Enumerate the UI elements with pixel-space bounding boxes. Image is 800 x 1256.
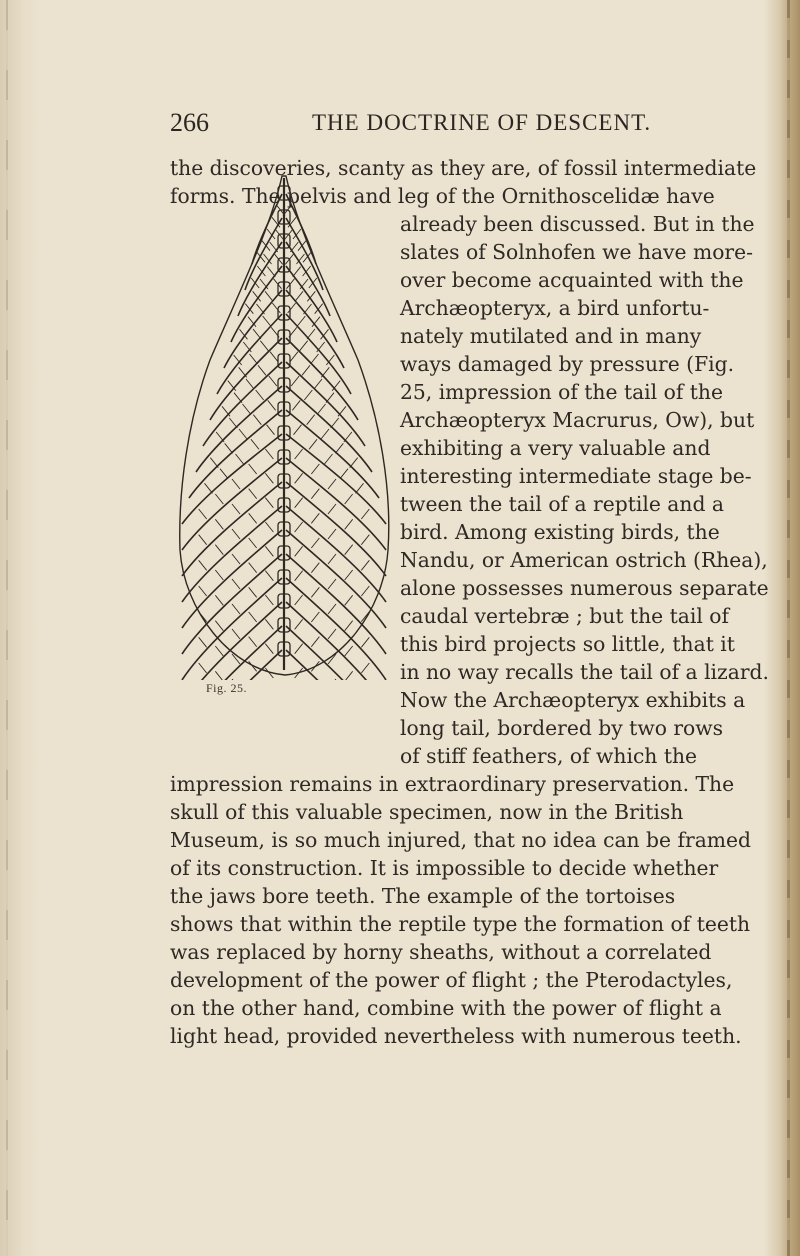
feather-barb	[265, 546, 273, 556]
text-line: over become acquainted with the	[400, 268, 744, 292]
feather-barb	[311, 538, 319, 548]
feather-barb	[295, 644, 303, 654]
feather-barb	[345, 519, 353, 529]
text-line: bird. Among existing birds, the	[400, 520, 720, 544]
feather-barb	[265, 522, 273, 532]
feather-barb	[232, 529, 240, 539]
text-line: development of the power of flight ; the Pterodactyles,	[170, 968, 733, 992]
feather-barb	[285, 254, 293, 264]
text-line: was replaced by horny sheaths, without a correlated	[170, 940, 712, 964]
text-line: alone possesses numerous separate	[400, 576, 769, 600]
feather-barb	[328, 479, 336, 489]
feather-barb	[295, 498, 303, 508]
page-header	[170, 108, 770, 144]
feather-barb	[345, 646, 353, 656]
text-line: tween the tail of a reptile and a	[400, 492, 724, 516]
feather-barb	[253, 415, 261, 425]
feather-barb	[265, 595, 273, 605]
feather-barb	[199, 663, 207, 673]
feather-barb	[328, 529, 336, 539]
archaeopteryx-tail-illustration	[170, 170, 400, 680]
feather-barb	[246, 379, 254, 389]
feather-barb	[345, 595, 353, 605]
feather-barb	[215, 621, 223, 631]
feather-barb	[335, 443, 343, 453]
feather-barb	[249, 637, 257, 647]
feather-barb	[232, 679, 240, 680]
feather-barb	[236, 454, 244, 464]
feather-barb	[297, 316, 305, 326]
feather-barb	[311, 661, 319, 671]
feather-barb	[361, 586, 369, 596]
feather-barb	[260, 279, 268, 289]
feather-barb	[232, 629, 240, 639]
feather-barb	[215, 570, 223, 580]
feather-barb	[311, 637, 319, 647]
text-line: light head, provided nevertheless with numerous teeth.	[170, 1024, 742, 1048]
feather-barb	[295, 595, 303, 605]
text-line: Archæopteryx, a bird unfortu-	[400, 296, 710, 320]
feather-barb	[267, 425, 275, 435]
feather-barb	[328, 504, 336, 514]
feather-barb	[328, 679, 336, 680]
text-line: the discoveries, scanty as they are, of fossil intermediate	[170, 156, 757, 180]
feather-barb	[340, 469, 348, 479]
feather-barb	[199, 560, 207, 570]
feather-barb	[311, 612, 319, 622]
feather-barb	[232, 554, 240, 564]
feather-barb	[275, 254, 283, 264]
feather-barb	[260, 341, 268, 351]
text-line: exhibiting a very valuable and	[400, 436, 711, 460]
feather-barb	[311, 464, 319, 474]
feather-barb	[361, 560, 369, 570]
feather-barb	[318, 404, 326, 414]
feather-barb	[249, 612, 257, 622]
text-line: shows that within the reptile type the formation of teeth	[170, 912, 751, 936]
feather-barb	[332, 381, 340, 391]
feather-barb	[276, 230, 284, 240]
feather-barb	[295, 619, 303, 629]
feather-barb	[361, 637, 369, 647]
feather-barb	[311, 489, 319, 499]
text-line: Museum, is so much injured, that no idea can be framed	[170, 828, 751, 852]
feather-barb	[249, 464, 257, 474]
feather-barb	[232, 604, 240, 614]
feather-barb	[215, 671, 223, 680]
feather-barb	[251, 439, 259, 449]
feather-barb	[321, 429, 329, 439]
feather-barb	[345, 494, 353, 504]
book-binding-shadow	[0, 0, 40, 1256]
text-line: 25, impression of the tail of the	[400, 380, 723, 404]
feather-barb	[328, 629, 336, 639]
feather-barb	[232, 504, 240, 514]
page-number: 266	[170, 108, 209, 137]
feather-barb	[215, 595, 223, 605]
feather-barb	[199, 637, 207, 647]
feather-barb	[249, 513, 257, 523]
feather-barb	[345, 621, 353, 631]
feather-barb	[294, 425, 302, 435]
feather-barb	[328, 579, 336, 589]
feather-barb	[291, 376, 299, 386]
feather-barb	[311, 563, 319, 573]
feather-barb	[309, 439, 317, 449]
feather-barb	[232, 579, 240, 589]
feather-barb	[269, 376, 277, 386]
feather-barb	[243, 342, 251, 352]
text-line: on the other hand, combine with the power of flight a	[170, 996, 722, 1020]
feather-barb	[249, 538, 257, 548]
feather-barb	[311, 513, 319, 523]
feather-barb	[295, 449, 303, 459]
feather-barb	[265, 619, 273, 629]
feather-barb	[295, 473, 303, 483]
feather-barb	[263, 316, 271, 326]
feather-barb	[295, 546, 303, 556]
feather-barb	[272, 303, 280, 313]
text-line: nately mutilated and in many	[400, 324, 702, 348]
text-line: impression remains in extraordinary preservation. The	[170, 772, 735, 796]
feather-barb	[256, 390, 264, 400]
text-line: in no way recalls the tail of a lizard.	[400, 660, 769, 684]
feather-barb	[199, 612, 207, 622]
text-line: skull of this valuable specimen, now in the British	[170, 800, 684, 824]
feather-barb	[317, 342, 325, 352]
feather-barb	[199, 509, 207, 519]
feather-barb	[249, 563, 257, 573]
text-line: Archæopteryx Macrurus, Ow), but	[400, 408, 755, 432]
feather-barb	[243, 404, 251, 414]
feather-barb	[265, 449, 273, 459]
feather-barb	[265, 571, 273, 581]
text-line: Now the Archæopteryx exhibits a	[400, 688, 746, 712]
feather-barb	[215, 494, 223, 504]
feather-barb	[284, 230, 292, 240]
figure-caption: Fig. 25.	[206, 681, 248, 695]
text-line: slates of Solnhofen we have more-	[400, 240, 753, 264]
feather-barb	[345, 545, 353, 555]
text-line: this bird projects so little, that it	[400, 632, 735, 656]
text-line: interesting intermediate stage be-	[400, 464, 752, 488]
running-head: THE DOCTRINE OF DESCENT.	[312, 110, 652, 135]
feather-barb	[258, 365, 266, 375]
feather-barb	[215, 519, 223, 529]
text-line: of stiff feathers, of which the	[400, 744, 698, 768]
feather-barb	[199, 586, 207, 596]
text-line: Nandu, or American ostrich (Rhea),	[400, 548, 768, 572]
feather-barb	[328, 604, 336, 614]
feather-barb	[249, 587, 257, 597]
feather-barb	[304, 390, 312, 400]
feather-barb	[268, 400, 276, 410]
feather-barb	[345, 671, 353, 680]
text-line: already been discussed. But in the	[400, 212, 755, 236]
feather-barb	[199, 535, 207, 545]
feather-barb	[215, 545, 223, 555]
feather-barb	[325, 454, 333, 464]
feather-barb	[265, 473, 273, 483]
feather-barb	[249, 489, 257, 499]
feather-barb	[295, 291, 303, 301]
feather-barb	[328, 554, 336, 564]
feather-barb	[300, 279, 308, 289]
feather-barb	[302, 365, 310, 375]
feather-barb	[265, 291, 273, 301]
feather-barb	[225, 443, 233, 453]
feather-barb	[220, 469, 228, 479]
feather-barb	[215, 646, 223, 656]
feather-barb	[290, 352, 298, 362]
text-line: caudal vertebræ ; but the tail of	[400, 604, 729, 628]
feather-barb	[270, 352, 278, 362]
feather-barb	[265, 644, 273, 654]
figure-tail-impression	[170, 170, 400, 680]
feather-barb	[288, 303, 296, 313]
feather-barb	[361, 509, 369, 519]
feather-barb	[232, 479, 240, 489]
feather-barb	[228, 381, 236, 391]
feather-barb	[295, 522, 303, 532]
feather-barb	[311, 354, 319, 364]
feather-barb	[311, 587, 319, 597]
text-line: the jaws bore teeth. The example of the tortoises	[170, 884, 676, 908]
feather-barb	[307, 415, 315, 425]
text-line: forms. The pelvis and leg of the Ornithoscelidæ have	[170, 184, 715, 208]
feather-barb	[250, 354, 258, 364]
feather-barb	[292, 400, 300, 410]
text-line: long tail, bordered by two rows	[400, 716, 724, 740]
feather-barb	[361, 535, 369, 545]
text-line: ways damaged by pressure (Fig.	[400, 352, 735, 376]
feather-barb	[345, 570, 353, 580]
feather-barb	[314, 379, 322, 389]
feather-barb	[300, 341, 308, 351]
feather-barb	[295, 571, 303, 581]
feather-barb	[361, 663, 369, 673]
text-line: of its construction. It is impossible to decide whether	[170, 856, 719, 880]
feather-barb	[265, 498, 273, 508]
feather-barb	[239, 429, 247, 439]
